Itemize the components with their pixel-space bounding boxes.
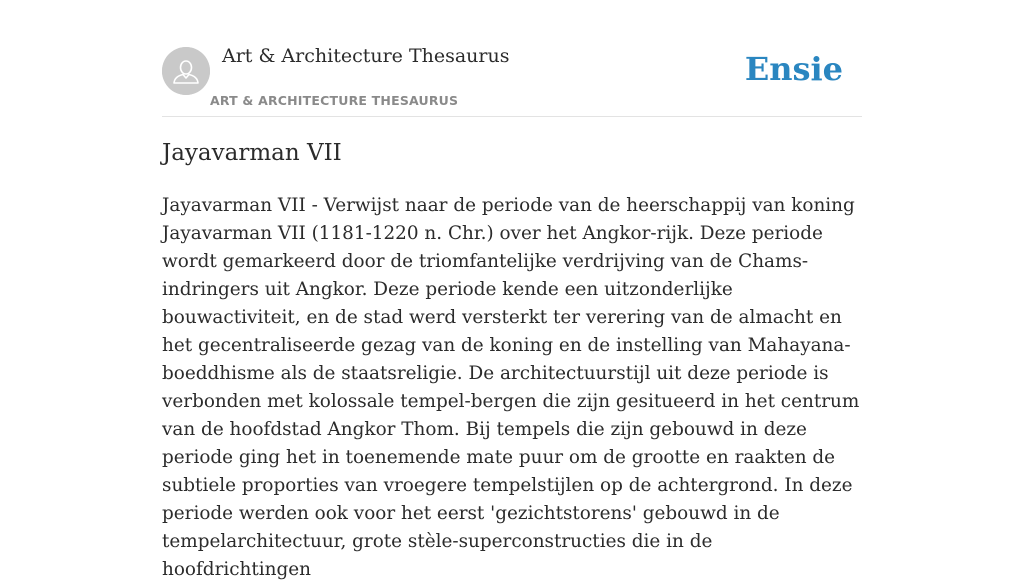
author-header: [162, 40, 862, 117]
avatar[interactable]: [162, 47, 210, 95]
author-name[interactable]: Art & Architecture Thesaurus: [222, 45, 510, 67]
brand-logo[interactable]: Ensie: [744, 50, 843, 88]
user-silhouette-icon: [162, 47, 210, 95]
article-title: Jayavarman VII: [162, 140, 342, 166]
author-category-tag[interactable]: ART & ARCHITECTURE THESAURUS: [210, 93, 459, 108]
article-body: Jayavarman VII - Verwijst naar de periode van de heerschappij van koning Jayavarman VII (1181-1220 n. Chr.) over het Angkor-rijk. Deze periode wordt gemarkeerd door de triomfantelijke verdrijving van de Chams-indringers uit Angkor. Deze periode kende een uitzonderlijke bouwactiviteit, en de stad werd versterkt ter verering van de almacht en het gecentraliseerde gezag van de koning en de instelling van Mahayana-boeddhisme als de staatsreligie. De architectuurstijl uit deze periode is verbonden met kolossale tempel-bergen die zijn gesitueerd in het centrum van de hoofdstad Angkor Thom. Bij tempels die zijn gebouwd in deze periode ging het in toenemende mate puur om de grootte en raakten de subtiele proporties van vroegere tempelstijlen op de achtergrond. In deze periode werden ook voor het eerst 'gezichtstorens' gebouwd in de tempelarchitectuur, grote stèle-superconstructies die in de hoofdrichtingen: [162, 195, 860, 580]
